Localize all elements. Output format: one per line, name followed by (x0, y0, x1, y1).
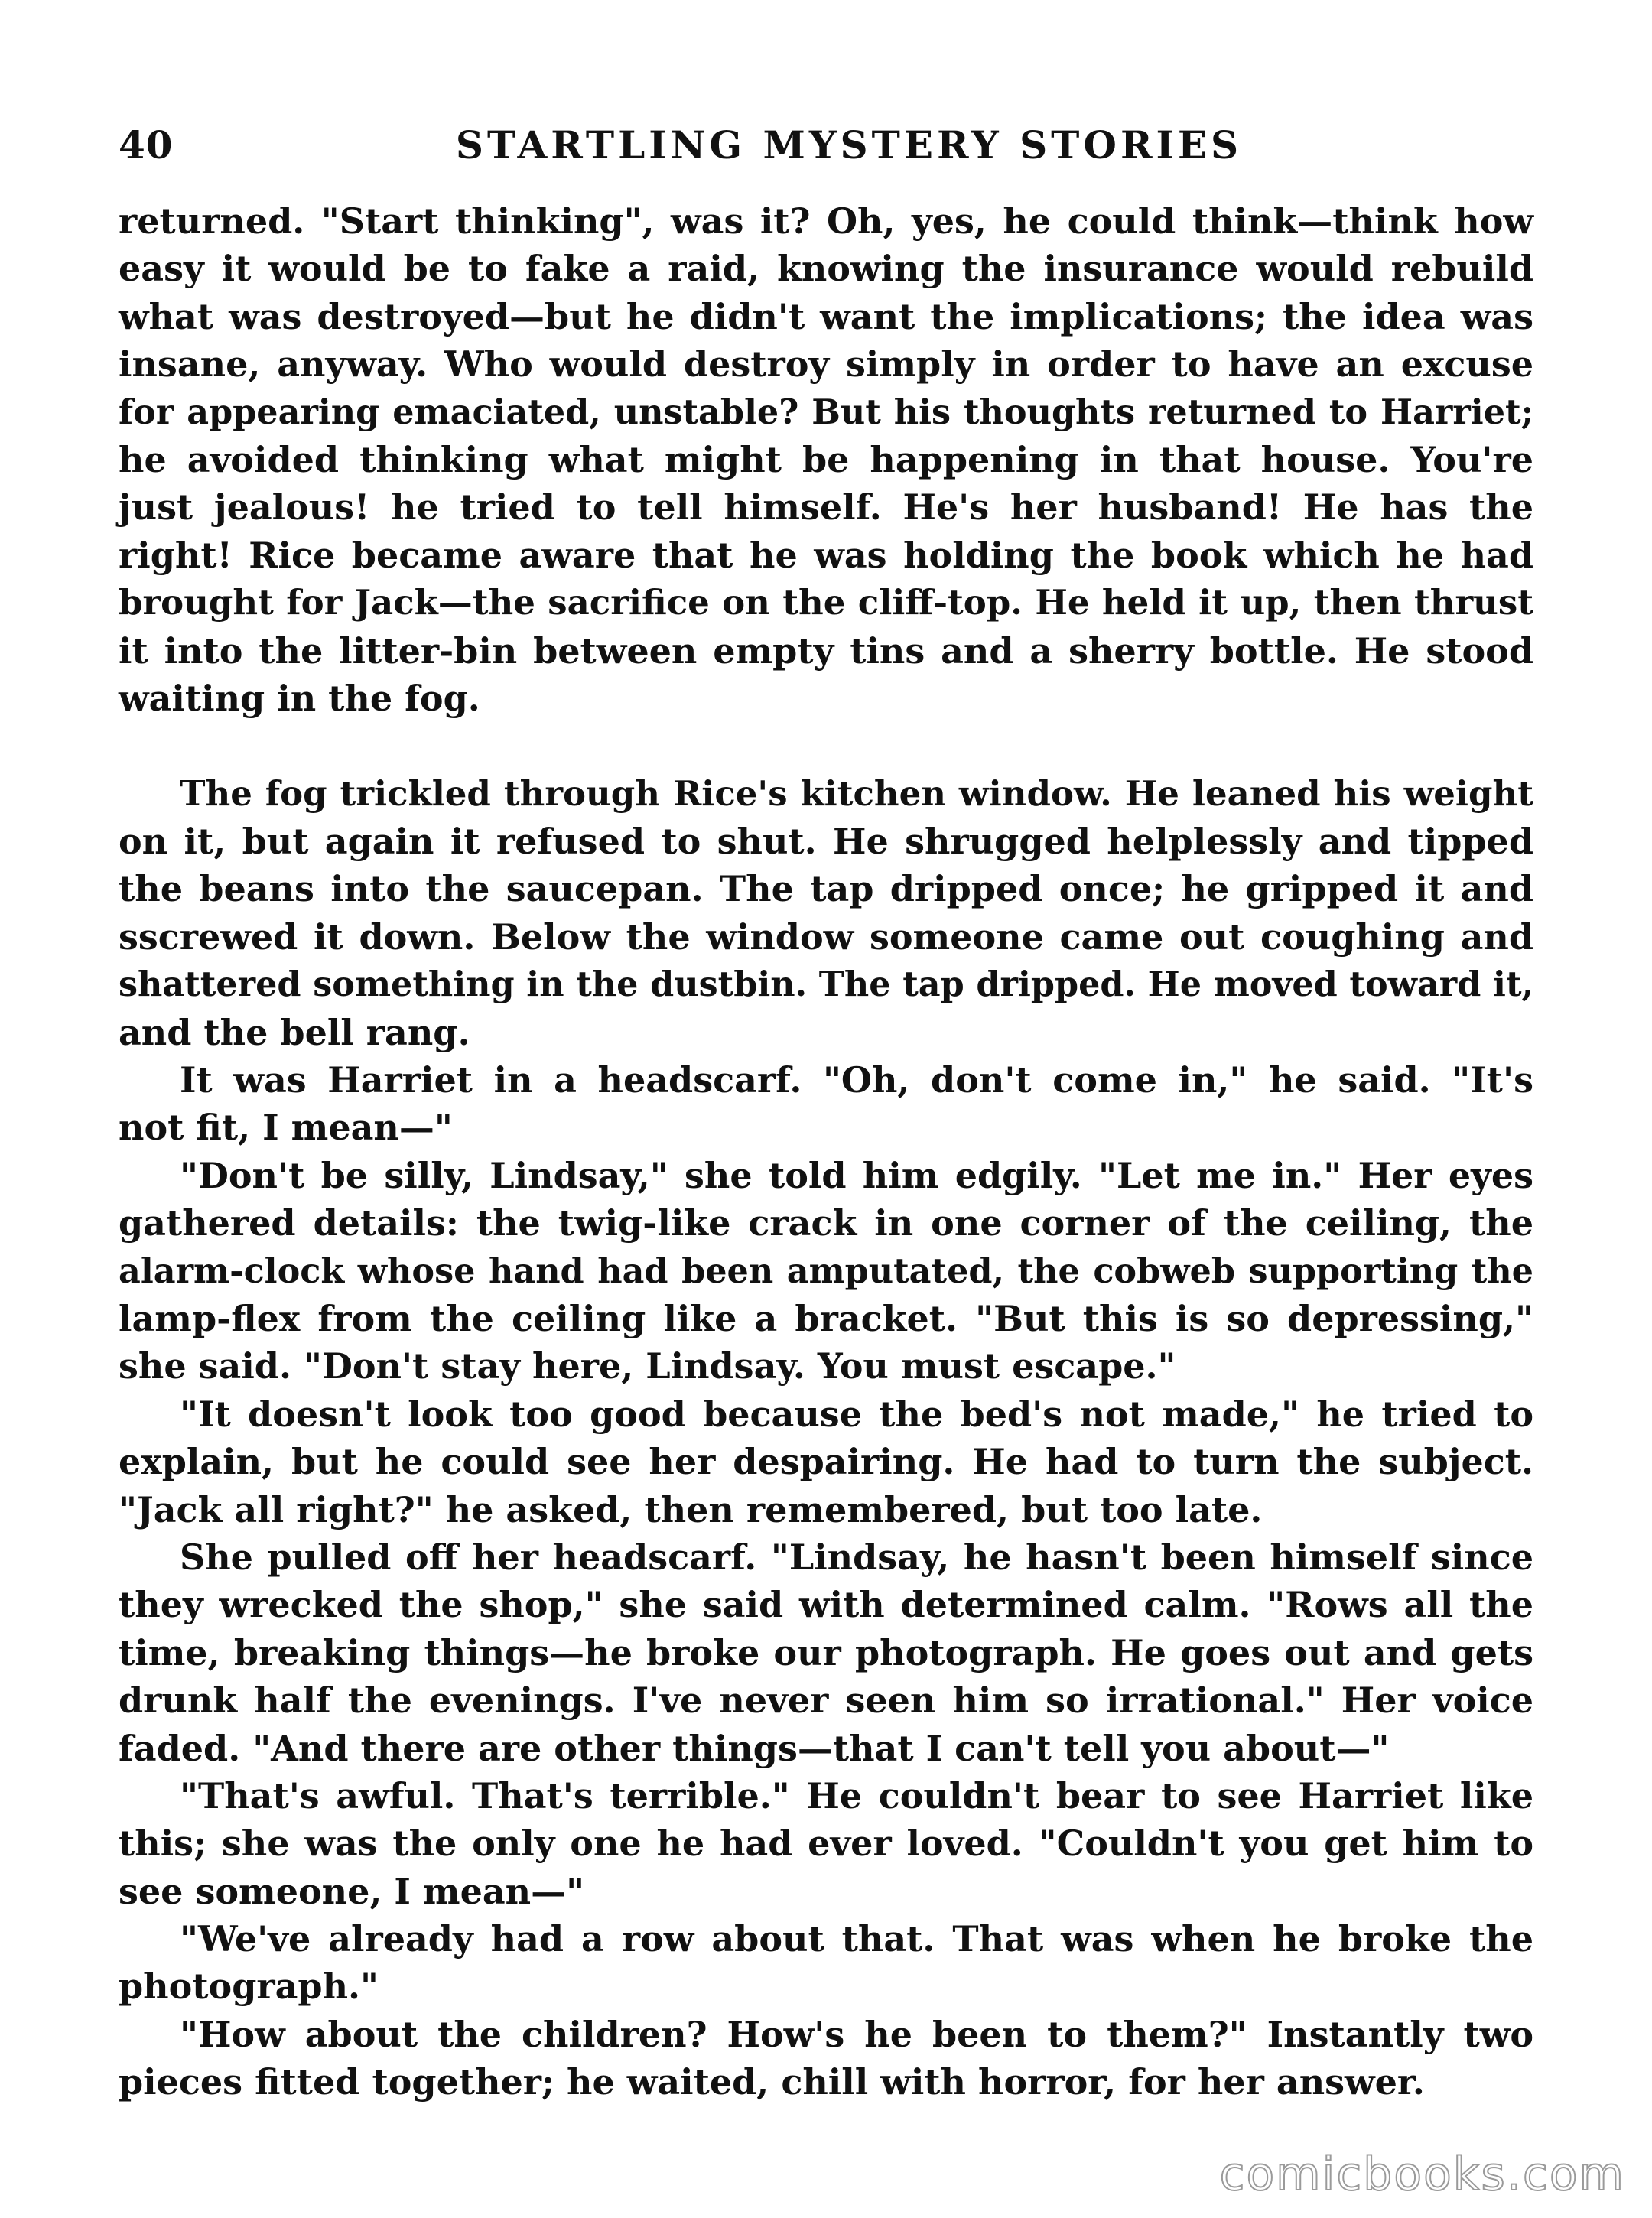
paragraph (119, 1915, 1533, 2011)
watermark: comicbooks.com (1219, 2148, 1625, 2201)
text-line: "How about the children? How's he been to them?" Instantly two (180, 2013, 1533, 2055)
text-line: for appearing emaciated, unstable? But his thoughts returned to Harriet; (119, 392, 1533, 432)
text-line: it into the litter-bin between empty tins and a sherry bottle. He stood (119, 629, 1533, 672)
paragraph (119, 1390, 1533, 1533)
text-line: easy it would be to fake a raid, knowing the insurance would rebuild (119, 248, 1533, 290)
text-line: waiting in the fog. (119, 677, 480, 719)
text-line: on it, but again it refused to shut. He shrugged helplessly and tipped (119, 821, 1533, 863)
text-line: "Don't be silly, Lindsay," she told him edgily. "Let me in." Her eyes (180, 1154, 1533, 1196)
body-text (119, 197, 1533, 2106)
text-line: alarm-clock whose hand had been amputated, the cobweb supporting the (119, 1250, 1533, 1291)
text-line: lamp-flex from the ceiling like a bracket. "But this is so depressing," (119, 1297, 1533, 1339)
paragraph (119, 2011, 1533, 2106)
text-line: just jealous! he tried to tell himself. He's her husband! He has the (119, 486, 1533, 528)
paragraph (119, 770, 1533, 1056)
text-line: the beans into the saucepan. The tap dripped once; he gripped it and (119, 868, 1533, 910)
page-header (119, 122, 1533, 184)
text-line: "Jack all right?" he asked, then remembered, but too late. (119, 1488, 1263, 1530)
text-line: She pulled off her headscarf. "Lindsay, he hasn't been himself since (180, 1536, 1533, 1578)
text-line: he avoided thinking what might be happening in that house. You're (119, 438, 1533, 480)
page-number: 40 (119, 122, 174, 167)
text-line: It was Harriet in a headscarf. "Oh, don't come in," he said. "It's (180, 1059, 1533, 1101)
text-line: what was destroyed—but he didn't want the implications; the idea was (119, 295, 1533, 337)
paragraph (119, 1533, 1533, 1772)
text-line: returned. "Start thinking", was it? Oh, yes, he could think—think how (119, 200, 1533, 242)
text-line: right! Rice became aware that he was holding the book which he had (119, 534, 1533, 576)
text-line: she said. "Don't stay here, Lindsay. You must escape." (119, 1345, 1176, 1387)
text-line: pieces fitted together; he waited, chill with horror, for her answer. (119, 2061, 1425, 2103)
paragraph (119, 197, 1533, 722)
text-line: see someone, I mean—" (119, 1870, 585, 1912)
text-line: time, breaking things—he broke our photograph. He goes out and gets (119, 1631, 1533, 1673)
running-title: STARTLING MYSTERY STORIES (455, 122, 1243, 167)
text-line: "That's awful. That's terrible." He couldn't bear to see Harriet like (180, 1774, 1533, 1816)
text-line: photograph." (119, 1966, 379, 2008)
text-line: gathered details: the twig-like crack in one corner of the ceiling, the (119, 1202, 1533, 1244)
paragraph (119, 1056, 1533, 1152)
text-line: and the bell rang. (119, 1011, 470, 1053)
paragraph (119, 1152, 1533, 1390)
text-line: insane, anyway. Who would destroy simply in order to have an excuse (119, 343, 1533, 385)
text-line: shattered something in the dustbin. The tap dripped. He moved toward it, (119, 964, 1533, 1005)
text-line: brought for Jack—the sacrifice on the cliff-top. He held it up, then thrust (119, 582, 1533, 623)
text-line: The fog trickled through Rice's kitchen window. He leaned his weight (180, 772, 1533, 814)
text-line: this; she was the only one he had ever loved. "Couldn't you get him to (119, 1823, 1533, 1865)
text-line: not fit, I mean—" (119, 1107, 453, 1149)
text-line: "It doesn't look too good because the bed's not made," he tried to (180, 1393, 1533, 1435)
text-line: explain, but he could see her despairing. He had to turn the subject. (119, 1441, 1533, 1483)
text-line: "We've already had a row about that. That was when he broke the (180, 1918, 1533, 1960)
text-line: faded. "And there are other things—that I can't tell you about—" (119, 1727, 1390, 1769)
text-line: they wrecked the shop," she said with determined calm. "Rows all the (119, 1584, 1533, 1626)
section-break (119, 722, 1533, 769)
paragraph (119, 1772, 1533, 1915)
text-line: sscrewed it down. Below the window someone came out coughing and (119, 915, 1533, 958)
text-line: drunk half the evenings. I've never seen him so irrational." Her voice (119, 1680, 1533, 1722)
